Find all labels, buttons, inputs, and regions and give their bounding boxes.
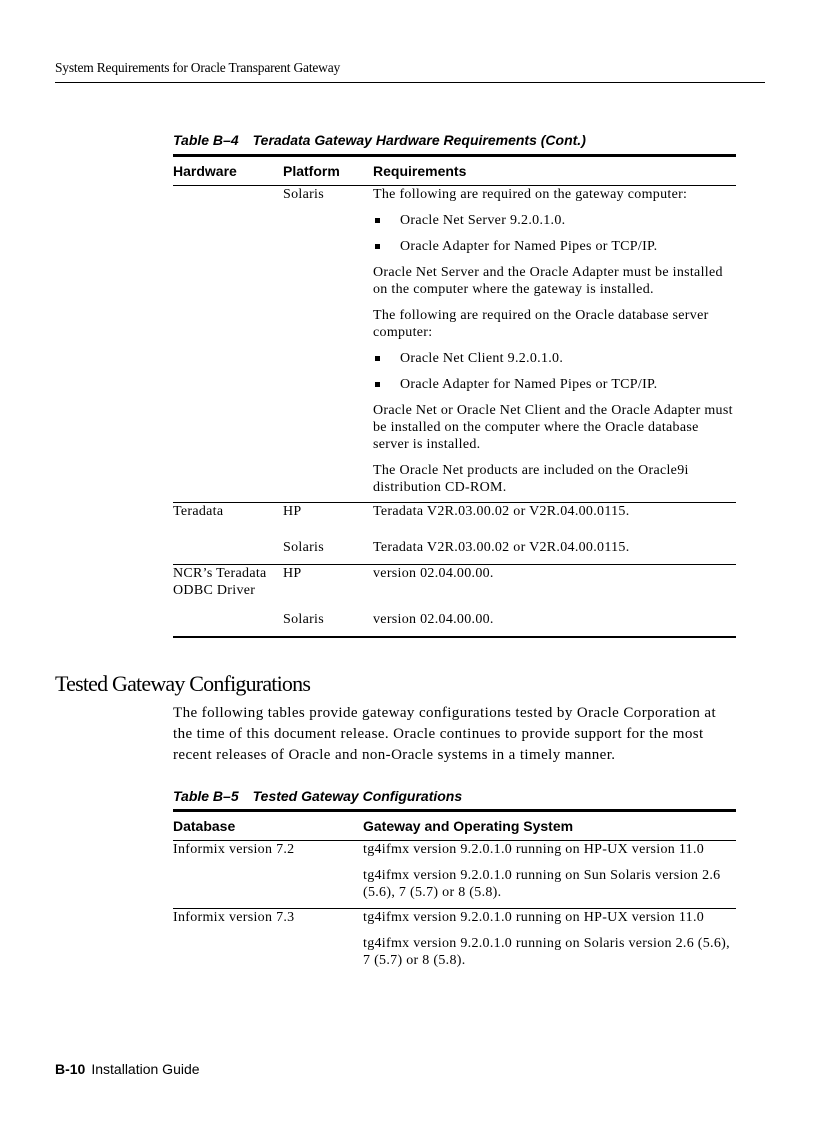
requirements-cell: version 02.04.00.00. (373, 608, 736, 637)
col-header-platform: Platform (283, 156, 373, 186)
page-footer (55, 1061, 200, 1077)
table-row (173, 909, 736, 970)
platform-cell: Solaris (283, 186, 373, 503)
bullet-text: Oracle Net Server 9.2.0.1.0. (400, 213, 566, 228)
hardware-cell (173, 186, 283, 503)
config-cell (363, 909, 736, 970)
table-row (173, 608, 736, 637)
bullet-text: Oracle Net Client 9.2.0.1.0. (400, 351, 564, 366)
platform-cell: HP (283, 504, 302, 519)
col-header-gateway-os: Gateway and Operating System (363, 811, 736, 841)
config-line: tg4ifmx version 9.2.0.1.0 running on HP-UX version 11.0 (363, 910, 705, 925)
config-line: tg4ifmx version 9.2.0.1.0 running on Solaris version 2.6 (5.6), 7 (5.7) or 8 (5.8). (363, 936, 730, 968)
table-b4-caption (173, 132, 586, 148)
bullet-square-icon (375, 356, 380, 361)
page-number: B-10 (55, 1061, 86, 1077)
hardware-cell: Teradata (173, 504, 224, 519)
requirements-cell: Teradata V2R.03.00.02 or V2R.04.00.0115. (373, 504, 630, 519)
table-row (173, 186, 736, 503)
bullet-item (373, 238, 736, 255)
hardware-cell: NCR’s Teradata ODBC Driver (173, 566, 267, 598)
book-title: Installation Guide (91, 1061, 200, 1077)
config-cell (363, 841, 736, 909)
bullet-square-icon (375, 244, 380, 249)
bullet-item (373, 212, 736, 229)
header-rule (55, 82, 765, 83)
req-paragraph: Oracle Net Server and the Oracle Adapter must be installed on the computer where the gateway is installed. (373, 265, 723, 297)
database-cell: Informix version 7.2 (173, 841, 363, 909)
section-heading: Tested Gateway Configurations (55, 671, 311, 696)
req-paragraph: The following are required on the gateway computer: (373, 187, 688, 202)
table-b5-caption (173, 788, 462, 804)
table-b5-title: Tested Gateway Configurations (252, 788, 463, 804)
database-cell: Informix version 7.3 (173, 910, 295, 925)
config-line: tg4ifmx version 9.2.0.1.0 running on HP-UX version 11.0 (363, 842, 705, 857)
table-row (173, 503, 736, 531)
bullet-item (373, 350, 736, 367)
table-b4-header-row (173, 156, 736, 186)
platform-cell: Solaris (283, 530, 373, 565)
config-line: tg4ifmx version 9.2.0.1.0 running on Sun Solaris version 2.6 (5.6), 7 (5.7) or 8 (5.8). (363, 868, 721, 900)
req-paragraph: The following are required on the Oracle database server computer: (373, 308, 709, 340)
bullet-text: Oracle Adapter for Named Pipes or TCP/IP. (400, 377, 658, 392)
platform-cell: HP (283, 566, 302, 581)
platform-cell: Solaris (283, 608, 373, 637)
req-paragraph: The Oracle Net products are included on the Oracle9i distribution CD-ROM. (373, 463, 689, 495)
req-paragraph: Oracle Net or Oracle Net Client and the Oracle Adapter must be installed on the computer where the Oracle database server is installed. (373, 403, 733, 452)
table-row (173, 530, 736, 565)
table-b4-label: Table B–4 (173, 132, 239, 148)
table-row (173, 565, 736, 609)
bullet-square-icon (375, 218, 380, 223)
table-b4-title: Teradata Gateway Hardware Requirements (Cont.) (252, 132, 586, 148)
col-header-hardware: Hardware (173, 156, 283, 186)
running-header: System Requirements for Oracle Transparent Gateway (55, 60, 341, 75)
requirements-cell (373, 186, 736, 503)
hardware-cell (173, 608, 283, 637)
table-b5-header-row (173, 811, 736, 841)
section-intro: The following tables provide gateway configurations tested by Oracle Corporation at the time of this document release. Oracle continues to provide support for the most recent releases of Oracle and non-Oracle systems in a timely manner. (173, 705, 717, 763)
requirements-cell: Teradata V2R.03.00.02 or V2R.04.00.0115. (373, 530, 736, 565)
bullet-item (373, 376, 736, 393)
bullet-text: Oracle Adapter for Named Pipes or TCP/IP. (400, 239, 658, 254)
table-row (173, 841, 736, 909)
col-header-requirements: Requirements (373, 156, 736, 186)
hardware-cell (173, 530, 283, 565)
table-b4 (173, 154, 736, 638)
table-b5 (173, 809, 736, 969)
col-header-database: Database (173, 811, 363, 841)
table-b5-label: Table B–5 (173, 788, 239, 804)
requirements-cell: version 02.04.00.00. (373, 566, 494, 581)
bullet-square-icon (375, 382, 380, 387)
